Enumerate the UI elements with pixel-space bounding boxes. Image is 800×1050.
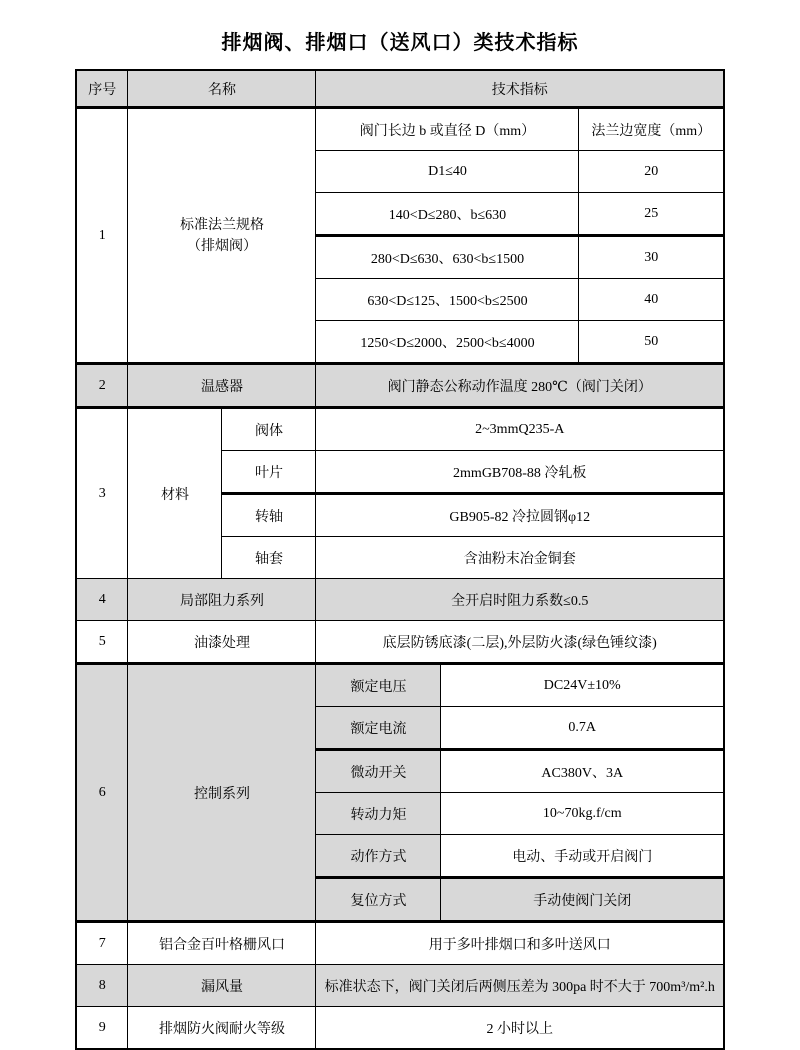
flange-width: 50: [579, 321, 724, 364]
flange-width: 30: [579, 236, 724, 279]
row1-no: 1: [76, 108, 128, 364]
material-part: 叶片: [222, 451, 316, 494]
flange-subheader-size: 阀门长边 b 或直径 D（mm）: [316, 108, 579, 151]
flange-size: 630<D≤125、1500<b≤2500: [316, 279, 579, 321]
flange-size: 140<D≤280、b≤630: [316, 193, 579, 236]
spec-table: [75, 69, 725, 1050]
control-value: DC24V±10%: [441, 664, 724, 707]
control-item: 动作方式: [316, 835, 441, 878]
control-item: 额定电流: [316, 707, 441, 750]
row7-name: 铝合金百叶格栅风口: [128, 922, 316, 965]
page-title: 排烟阀、排烟口（送风口）类技术指标: [221, 32, 579, 54]
flange-size: 1250<D≤2000、2500<b≤4000: [316, 321, 579, 364]
row9-value: 2 小时以上: [316, 1007, 724, 1050]
row6-name: 控制系列: [128, 664, 316, 922]
flange-width: 40: [579, 279, 724, 321]
table-row: [76, 364, 724, 408]
row4-value: 全开启时阻力系数≤0.5: [316, 579, 724, 621]
table-row: [76, 1007, 724, 1050]
row3-name: 材料: [128, 408, 222, 579]
header-spec: 技术指标: [316, 70, 724, 108]
row5-no: 5: [76, 621, 128, 664]
material-spec: 2mmGB708-88 冷轧板: [316, 451, 724, 494]
material-part: 转轴: [222, 494, 316, 537]
table-row: [76, 621, 724, 664]
control-item: 微动开关: [316, 750, 441, 793]
table-row: [76, 108, 724, 151]
flange-width: 20: [579, 151, 724, 193]
row8-name: 漏风量: [128, 965, 316, 1007]
row2-name: 温感器: [128, 364, 316, 408]
table-row: [76, 922, 724, 965]
row3-no: 3: [76, 408, 128, 579]
material-spec: GB905-82 冷拉圆钢φ12: [316, 494, 724, 537]
flange-subheader-width: 法兰边宽度（mm）: [579, 108, 724, 151]
row5-value: 底层防锈底漆(二层),外层防火漆(绿色锤纹漆): [316, 621, 724, 664]
control-value: 手动使阀门关闭: [441, 878, 724, 922]
table-row: [76, 579, 724, 621]
control-value: 0.7A: [441, 707, 724, 750]
row1-name-line2: （排烟阀）: [186, 238, 257, 254]
row6-no: 6: [76, 664, 128, 922]
row5-name: 油漆处理: [128, 621, 316, 664]
row2-no: 2: [76, 364, 128, 408]
row4-name: 局部阻力系列: [128, 579, 316, 621]
row1-name-line1: 标准法兰规格: [179, 217, 264, 233]
row8-value: 标准状态下，阀门关闭后两侧压差为 300pa 时不大于 700m³/m².h: [316, 965, 724, 1007]
row8-no: 8: [76, 965, 128, 1007]
control-item: 转动力矩: [316, 793, 441, 835]
table-row: [76, 408, 724, 451]
control-value: AC380V、3A: [441, 750, 724, 793]
table-row: [76, 965, 724, 1007]
flange-size: D1≤40: [316, 151, 579, 193]
flange-size: 280<D≤630、630<b≤1500: [316, 236, 579, 279]
row9-name: 排烟防火阀耐火等级: [128, 1007, 316, 1050]
table-row: [76, 664, 724, 707]
control-item: 额定电压: [316, 664, 441, 707]
header-name: 名称: [128, 70, 316, 108]
table-header-row: [76, 70, 724, 108]
material-part: 轴套: [222, 537, 316, 579]
control-value: 电动、手动或开启阀门: [441, 835, 724, 878]
flange-width: 25: [579, 193, 724, 236]
header-no: 序号: [76, 70, 128, 108]
material-spec: 含油粉末冶金铜套: [316, 537, 724, 579]
row9-no: 9: [76, 1007, 128, 1050]
control-item: 复位方式: [316, 878, 441, 922]
material-part: 阀体: [222, 408, 316, 451]
row2-value: 阀门静态公称动作温度 280℃（阀门关闭）: [316, 364, 724, 408]
row7-value: 用于多叶排烟口和多叶送风口: [316, 922, 724, 965]
row4-no: 4: [76, 579, 128, 621]
material-spec: 2~3mmQ235-A: [316, 408, 724, 451]
row1-name-cell: [128, 108, 316, 364]
row7-no: 7: [76, 922, 128, 965]
control-value: 10~70kg.f/cm: [441, 793, 724, 835]
